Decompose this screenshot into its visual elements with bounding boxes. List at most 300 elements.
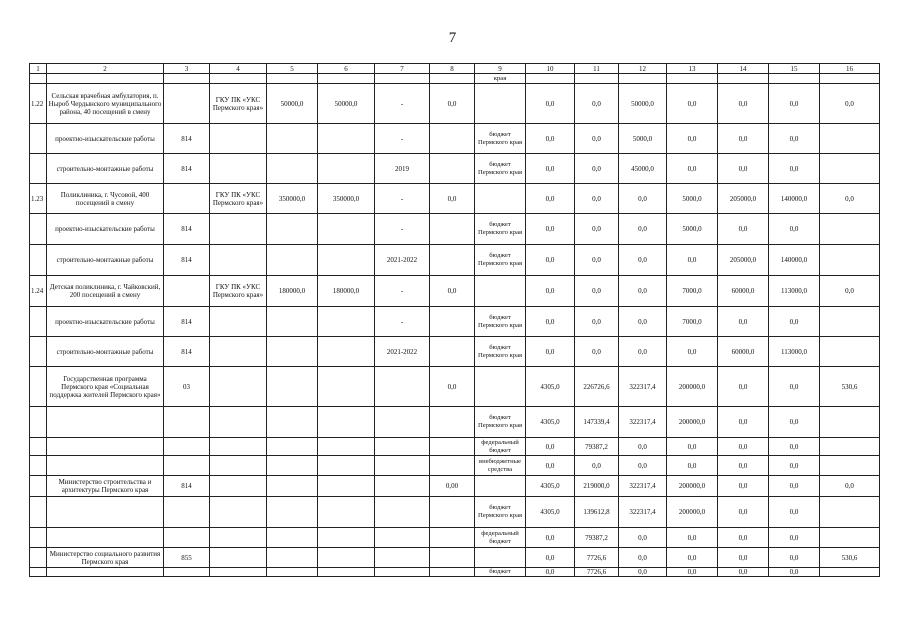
column-number-cell: 8 — [430, 64, 475, 74]
table-row — [30, 276, 880, 307]
table-cell — [210, 337, 267, 367]
table-cell: бюджет Пермского края — [475, 407, 526, 438]
table-cell: 350000,0 — [318, 184, 375, 214]
table-cell: 0,0 — [619, 438, 667, 456]
table-cell: Министерство социального развития Пермского края — [47, 548, 164, 568]
table-cell: 0,0 — [575, 184, 619, 214]
table-cell — [267, 456, 318, 476]
table-cell: ГКУ ПК «УКС Пермского края» — [210, 276, 267, 307]
table-cell: 0,0 — [575, 214, 619, 245]
table-cell — [164, 438, 210, 456]
table-cell: 814 — [164, 124, 210, 154]
table-cell: 0,0 — [769, 548, 820, 568]
table-cell — [210, 407, 267, 438]
table-cell — [30, 307, 47, 337]
table-cell: строительно-монтажные работы — [47, 245, 164, 276]
table-cell — [30, 154, 47, 184]
table-cell: 0,0 — [575, 245, 619, 276]
table-cell — [375, 548, 430, 568]
table-cell: 200000,0 — [667, 476, 718, 497]
table-cell — [210, 154, 267, 184]
table-cell: 0,0 — [769, 568, 820, 577]
table-cell: 530,6 — [820, 367, 880, 407]
table-cell: 0,0 — [619, 337, 667, 367]
table-cell: 03 — [164, 367, 210, 407]
table-cell — [820, 568, 880, 577]
table-cell: 0,0 — [718, 438, 769, 456]
table-cell — [210, 497, 267, 528]
table-cell — [475, 476, 526, 497]
column-number-cell: 9 — [475, 64, 526, 74]
table-cell: проектно-изыскательские работы — [47, 214, 164, 245]
table-cell — [210, 476, 267, 497]
table-cell: 0,0 — [667, 245, 718, 276]
table-cell: федеральный бюджет — [475, 438, 526, 456]
table-row — [30, 84, 880, 124]
table-cell: 5000,0 — [667, 214, 718, 245]
table-cell: 0,0 — [430, 84, 475, 124]
table-cell: 7000,0 — [667, 307, 718, 337]
table-cell — [375, 438, 430, 456]
table-cell — [267, 407, 318, 438]
table-cell: 322317,4 — [619, 367, 667, 407]
table-cell — [30, 245, 47, 276]
table-cell — [47, 528, 164, 548]
table-row — [30, 245, 880, 276]
table-cell — [267, 548, 318, 568]
table-cell: 855 — [164, 548, 210, 568]
table-cell — [820, 337, 880, 367]
table-row — [30, 438, 880, 456]
table-cell: 180000,0 — [318, 276, 375, 307]
table-cell: 1.22 — [30, 84, 47, 124]
table-cell — [267, 438, 318, 456]
table-cell: 0,0 — [769, 497, 820, 528]
table-cell: 0,0 — [667, 154, 718, 184]
table-cell: проектно-изыскательские работы — [47, 124, 164, 154]
column-number-cell: 6 — [318, 64, 375, 74]
table-cell: 147339,4 — [575, 407, 619, 438]
table-cell — [375, 456, 430, 476]
table-cell: 322317,4 — [619, 476, 667, 497]
table-cell: 0,0 — [718, 407, 769, 438]
table-cell: 0,0 — [575, 307, 619, 337]
table-cell: проектно-изыскательские работы — [47, 307, 164, 337]
table-cell: 0,0 — [667, 438, 718, 456]
table-cell — [430, 154, 475, 184]
table-cell — [30, 214, 47, 245]
table-cell: 0,0 — [667, 337, 718, 367]
table-cell: 7000,0 — [667, 276, 718, 307]
table-cell — [375, 497, 430, 528]
table-cell — [430, 74, 475, 84]
table-cell: 0,0 — [718, 528, 769, 548]
table-cell — [718, 74, 769, 84]
table-cell: 60000,0 — [718, 276, 769, 307]
table-cell: 0,0 — [526, 548, 575, 568]
table-cell — [430, 124, 475, 154]
table-cell — [30, 124, 47, 154]
table-cell: 0,0 — [718, 456, 769, 476]
table-cell — [210, 245, 267, 276]
table-cell — [375, 476, 430, 497]
table-cell — [267, 124, 318, 154]
table-cell: 0,0 — [430, 276, 475, 307]
table-cell — [475, 276, 526, 307]
table-cell: 0,0 — [718, 214, 769, 245]
table-cell: 0,0 — [769, 124, 820, 154]
table-cell: 0,0 — [575, 124, 619, 154]
table-cell: 7726,6 — [575, 548, 619, 568]
table-cell: 0,0 — [667, 528, 718, 548]
table-cell: 0,0 — [526, 456, 575, 476]
table-cell: 814 — [164, 214, 210, 245]
table-row — [30, 476, 880, 497]
table-cell — [318, 476, 375, 497]
table-cell: 0,0 — [718, 548, 769, 568]
table-cell — [820, 74, 880, 84]
table-cell — [820, 124, 880, 154]
table-cell — [820, 456, 880, 476]
column-number-cell: 10 — [526, 64, 575, 74]
table-row — [30, 154, 880, 184]
table-cell: 0,0 — [526, 245, 575, 276]
table-cell: 5000,0 — [619, 124, 667, 154]
table-cell: 50000,0 — [619, 84, 667, 124]
table-cell: бюджет Пермского края — [475, 214, 526, 245]
table-cell — [47, 456, 164, 476]
table-cell: бюджет Пермского края — [475, 497, 526, 528]
table-row — [30, 367, 880, 407]
table-cell — [164, 74, 210, 84]
table-cell: 814 — [164, 154, 210, 184]
table-cell: бюджет Пермского края — [475, 124, 526, 154]
column-number-row — [30, 64, 880, 74]
table-cell — [267, 528, 318, 548]
table-cell — [30, 497, 47, 528]
table-cell: 0,0 — [526, 184, 575, 214]
table-cell: - — [375, 276, 430, 307]
table-cell: Детская поликлиника, г. Чайковский, 200 посещений в смену — [47, 276, 164, 307]
table-cell: 0,0 — [769, 476, 820, 497]
table-cell — [430, 528, 475, 548]
table-cell: 814 — [164, 245, 210, 276]
table-cell — [575, 74, 619, 84]
table-cell — [318, 438, 375, 456]
table-cell: 0,0 — [619, 568, 667, 577]
table-row — [30, 497, 880, 528]
table-cell — [30, 476, 47, 497]
table-cell: 113000,0 — [769, 276, 820, 307]
table-cell — [30, 438, 47, 456]
table-cell: - — [375, 214, 430, 245]
table-cell: 140000,0 — [769, 245, 820, 276]
table-cell: 2019 — [375, 154, 430, 184]
table-cell: 0,0 — [718, 476, 769, 497]
table-cell: 205000,0 — [718, 184, 769, 214]
table-cell — [210, 307, 267, 337]
table-cell — [318, 407, 375, 438]
table-cell: 4305,0 — [526, 497, 575, 528]
table-cell: 0,0 — [718, 154, 769, 184]
table-cell — [318, 528, 375, 548]
table-cell: 0,0 — [820, 184, 880, 214]
table-cell — [47, 497, 164, 528]
table-cell: 113000,0 — [769, 337, 820, 367]
table-cell: 0,0 — [575, 337, 619, 367]
table-cell — [820, 307, 880, 337]
table-cell — [667, 74, 718, 84]
table-cell: 0,0 — [718, 497, 769, 528]
table-row — [30, 456, 880, 476]
table-cell: 0,0 — [718, 568, 769, 577]
table-cell: 0,0 — [718, 307, 769, 337]
table-cell: ГКУ ПК «УКС Пермского края» — [210, 184, 267, 214]
table-cell: бюджет Пермского края — [475, 337, 526, 367]
table-cell — [318, 497, 375, 528]
table-cell: - — [375, 84, 430, 124]
table-cell: 180000,0 — [267, 276, 318, 307]
table-cell: 350000,0 — [267, 184, 318, 214]
table-cell: 814 — [164, 307, 210, 337]
table-cell: 0,0 — [526, 438, 575, 456]
table-cell: - — [375, 307, 430, 337]
table-cell — [430, 407, 475, 438]
table-cell: 0,0 — [526, 84, 575, 124]
table-cell: бюджет Пермского края — [475, 245, 526, 276]
column-number-cell: 14 — [718, 64, 769, 74]
table-cell: 140000,0 — [769, 184, 820, 214]
table-cell — [318, 307, 375, 337]
table-cell — [210, 214, 267, 245]
table-cell: 0,0 — [575, 276, 619, 307]
table-cell — [375, 528, 430, 548]
table-cell: 0,0 — [619, 456, 667, 476]
table-cell: 0,0 — [667, 548, 718, 568]
table-cell — [375, 407, 430, 438]
table-cell — [30, 568, 47, 577]
table-cell: 2021-2022 — [375, 337, 430, 367]
column-number-cell: 11 — [575, 64, 619, 74]
column-number-cell: 4 — [210, 64, 267, 74]
table-cell — [210, 568, 267, 577]
column-number-cell: 5 — [267, 64, 318, 74]
table-cell — [318, 245, 375, 276]
table-cell: 139612,8 — [575, 497, 619, 528]
table-cell — [164, 276, 210, 307]
table-cell — [210, 74, 267, 84]
table-cell: края — [475, 74, 526, 84]
table-cell — [267, 245, 318, 276]
table-cell: 0,0 — [769, 307, 820, 337]
table-cell — [430, 307, 475, 337]
table-cell: федеральный бюджет — [475, 528, 526, 548]
table-cell: 530,6 — [820, 548, 880, 568]
table-row — [30, 528, 880, 548]
table-row — [30, 307, 880, 337]
table-cell — [47, 407, 164, 438]
table-row — [30, 214, 880, 245]
table-cell — [820, 497, 880, 528]
table-cell: внебюджетные средства — [475, 456, 526, 476]
table-cell — [30, 337, 47, 367]
table-cell: 0,0 — [575, 154, 619, 184]
table-cell: 0,0 — [619, 184, 667, 214]
table-cell — [267, 337, 318, 367]
table-cell: 0,0 — [820, 276, 880, 307]
table-cell: 0,0 — [667, 568, 718, 577]
table-cell: 0,0 — [619, 307, 667, 337]
table-cell: 60000,0 — [718, 337, 769, 367]
table-cell — [47, 438, 164, 456]
table-cell: Государственная программа Пермского края «Социальная поддержка жителей Пермского края» — [47, 367, 164, 407]
table-cell: 0,0 — [619, 548, 667, 568]
table-cell — [30, 74, 47, 84]
column-number-cell: 2 — [47, 64, 164, 74]
table-cell: 0,0 — [526, 124, 575, 154]
table-cell: 0,0 — [769, 154, 820, 184]
table-cell — [210, 456, 267, 476]
table-cell: 4305,0 — [526, 407, 575, 438]
table-cell — [375, 74, 430, 84]
table-cell — [267, 497, 318, 528]
table-cell — [820, 528, 880, 548]
table-cell: 45000,0 — [619, 154, 667, 184]
table-cell — [475, 184, 526, 214]
table-cell — [318, 74, 375, 84]
table-row — [30, 124, 880, 154]
table-cell: 4305,0 — [526, 367, 575, 407]
table-cell — [267, 568, 318, 577]
table-cell — [769, 74, 820, 84]
table-cell: Сельская врачебная амбулатория, п. Ныроб Чердынского муниципального района, 40 посещений в смену — [47, 84, 164, 124]
table-cell: бюджет — [475, 568, 526, 577]
table-cell — [210, 528, 267, 548]
table-cell: 0,0 — [718, 124, 769, 154]
table-cell: 814 — [164, 337, 210, 367]
table-cell: 0,0 — [769, 214, 820, 245]
table-cell — [318, 124, 375, 154]
table-cell — [318, 337, 375, 367]
table-cell — [430, 245, 475, 276]
table-cell: 0,0 — [769, 84, 820, 124]
budget-table — [29, 63, 880, 577]
table-cell — [526, 74, 575, 84]
table-cell — [430, 497, 475, 528]
table-cell: - — [375, 124, 430, 154]
table-cell — [475, 84, 526, 124]
table-cell — [475, 548, 526, 568]
table-cell: 0,0 — [769, 456, 820, 476]
table-cell: 200000,0 — [667, 367, 718, 407]
table-cell: 0,0 — [619, 245, 667, 276]
table-cell — [430, 337, 475, 367]
table-cell — [318, 568, 375, 577]
table-cell — [210, 548, 267, 568]
table-cell — [30, 528, 47, 548]
table-cell: 1.24 — [30, 276, 47, 307]
table-cell: 0,0 — [820, 84, 880, 124]
table-cell: 0,0 — [718, 84, 769, 124]
table-cell — [318, 548, 375, 568]
table-cell — [619, 74, 667, 84]
table-cell — [164, 568, 210, 577]
table-cell: 0,0 — [667, 84, 718, 124]
table-cell — [30, 367, 47, 407]
table-cell — [820, 407, 880, 438]
table-cell: 0,0 — [619, 214, 667, 245]
table-cell: 0,0 — [769, 407, 820, 438]
table-cell: 226726,6 — [575, 367, 619, 407]
table-cell: 4305,0 — [526, 476, 575, 497]
column-number-cell: 15 — [769, 64, 820, 74]
table-cell: 219000,0 — [575, 476, 619, 497]
table-cell: 0,00 — [430, 476, 475, 497]
table-cell: Поликлиника, г. Чусовой, 400 посещений в смену — [47, 184, 164, 214]
table-cell: 50000,0 — [267, 84, 318, 124]
table-row — [30, 548, 880, 568]
table-cell — [30, 456, 47, 476]
table-cell: 0,0 — [430, 367, 475, 407]
table-cell: 50000,0 — [318, 84, 375, 124]
table-cell: бюджет Пермского края — [475, 154, 526, 184]
table-cell — [267, 476, 318, 497]
table-cell — [164, 456, 210, 476]
table-row — [30, 337, 880, 367]
table-cell: 200000,0 — [667, 497, 718, 528]
table-cell — [318, 367, 375, 407]
table-cell — [210, 124, 267, 154]
table-cell — [318, 214, 375, 245]
table-cell: 7726,6 — [575, 568, 619, 577]
table-row — [30, 407, 880, 438]
table-cell — [267, 74, 318, 84]
table-cell — [318, 154, 375, 184]
table-cell: 79387,2 — [575, 438, 619, 456]
column-number-cell: 1 — [30, 64, 47, 74]
table-cell: бюджет Пермского края — [475, 307, 526, 337]
table-cell: 0,0 — [575, 456, 619, 476]
table-cell — [430, 456, 475, 476]
table-cell — [210, 367, 267, 407]
table-cell — [164, 84, 210, 124]
table-cell: 0,0 — [575, 84, 619, 124]
table-cell — [267, 307, 318, 337]
table-cell — [30, 407, 47, 438]
table-cell: 0,0 — [526, 214, 575, 245]
table-cell: 0,0 — [526, 276, 575, 307]
table-cell: 200000,0 — [667, 407, 718, 438]
table-cell — [820, 245, 880, 276]
table-cell: 0,0 — [769, 367, 820, 407]
table-cell — [475, 367, 526, 407]
table-cell: 0,0 — [769, 528, 820, 548]
table-cell — [318, 456, 375, 476]
table-cell — [210, 438, 267, 456]
table-cell: ГКУ ПК «УКС Пермского края» — [210, 84, 267, 124]
table-cell: 2021-2022 — [375, 245, 430, 276]
table-cell — [164, 528, 210, 548]
column-number-cell: 3 — [164, 64, 210, 74]
column-number-cell: 7 — [375, 64, 430, 74]
table-cell: 0,0 — [667, 456, 718, 476]
table-cell — [430, 214, 475, 245]
column-number-cell: 16 — [820, 64, 880, 74]
table-cell — [267, 367, 318, 407]
table-cell: 814 — [164, 476, 210, 497]
table-cell: Министерство строительства и архитектуры Пермского края — [47, 476, 164, 497]
table-cell — [30, 548, 47, 568]
